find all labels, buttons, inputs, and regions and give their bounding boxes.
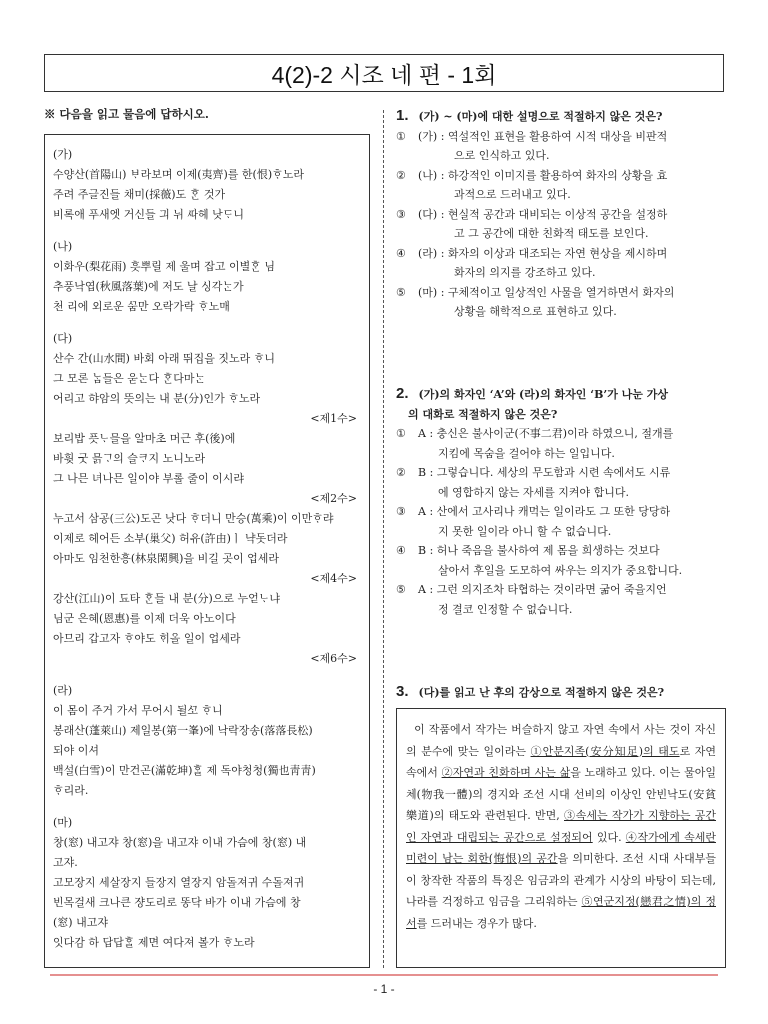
passage-line: 이화우(梨花雨) 흣뿌릴 제 울며 잡고 이별ᄒᆞᆫ 님 (53, 260, 275, 273)
passage-line: 이제로 헤어든 소부(巢父) 허유(許由)ㅣ 냑돗더라 (53, 532, 288, 545)
passage-line: 비록애 푸새엣 거신들 긔 뉘 ᄯᅡ헤 낫ᄃᆞ니 (53, 208, 244, 221)
question-text: (다)를 읽고 난 후의 감상으로 적절하지 않은 것은? (418, 686, 665, 699)
passage-line: 수양산(首陽山) ᄇᆞ라보며 이제(夷齊)를 한(恨)ᄒᆞ노라 (53, 168, 305, 181)
passage-line: 추풍낙엽(秋風落葉)에 저도 날 싱각ᄂᆞᆫ가 (53, 280, 244, 293)
option-3[interactable]: ③ (다) : 현실적 공간과 대비되는 이상적 공간을 설정하 고 그 공간에 대한 친화적 태도를 보인다. (396, 207, 668, 240)
passage-line: 님군 은혜(恩惠)를 이제 더욱 아노이다 (53, 612, 236, 625)
passage-line: 아므리 갑고자 ᄒᆞ야도 ᄒᆡ올 일이 업세라 (53, 632, 241, 645)
question-number: 2. (396, 385, 409, 402)
passage-line: 산수 간(山水間) 바회 아래 뛰집을 짓노라 ᄒᆞ니 (53, 352, 275, 365)
option-1[interactable]: ① A : 충신은 불사이군(不事二君)이라 하였으니, 절개를 지킴에 목숨을 걸어야 하는 일입니다. (396, 427, 674, 460)
underline-5[interactable]: ⑤연군지정(戀君之情)의 정서 (406, 895, 716, 930)
passage-line: 바휫 굿 믉ᄀᆞ의 슬ᄏᆞ지 노니노라 (53, 452, 206, 465)
passage-ra-label: (라) (53, 684, 73, 697)
option-4[interactable]: ④ B : 허나 죽음을 불사하여 제 몸을 희생하는 것보다 살아서 후일을 도모하여 싸우는 의지가 중요합니다. (396, 544, 683, 577)
passage-line: 백설(白雪)이 만건곤(滿乾坤)ᄒᆞᆯ 제 독야청청(獨也靑靑) (53, 764, 316, 777)
passage-line: 고모장지 세살장지 들장지 열장지 암돌져귀 수돌져귀 (53, 876, 305, 889)
question-number: 1. (396, 107, 409, 124)
option-5[interactable]: ⑤ (마) : 구체적이고 일상적인 사물을 열거하면서 화자의 상황을 해학적으로 표현하고 있다. (396, 285, 675, 318)
passage-line: 봉래산(蓬萊山) 제일봉(第一峯)에 낙락장송(落落長松) (53, 724, 313, 737)
page-title: 4(2)-2 시조 네 편 - 1회 (44, 54, 724, 92)
question-3 (396, 682, 732, 703)
passage-line: 이 몸이 주거 가서 무어시 될ᄭᅩ ᄒᆞ니 (53, 704, 223, 717)
stanza-tag: <제6수> (310, 652, 357, 665)
option-4[interactable]: ④ (라) : 화자의 이상과 대조되는 자연 현상을 제시하며 화자의 의지를 강조하고 있다. (396, 246, 668, 279)
passage-line: 천 리에 외로운 ᄭᅮᆷ만 오락가락 ᄒᆞ노매 (53, 300, 230, 313)
passage-line: 되야 이셔 (53, 744, 100, 757)
passage-ga-label: (가) (53, 148, 73, 161)
passage-line: 강산(江山)이 됴타 ᄒᆞᆫ들 내 분(分)으로 누얻ᄂᆞ냐 (53, 592, 281, 605)
question-text-cont: 의 대화로 적절하지 않은 것은? (408, 407, 558, 421)
passage-line: 어리고 햐암의 뜻의는 내 분(分)인가 ᄒᆞ노라 (53, 392, 261, 405)
option-1[interactable]: ① (가) : 역설적인 표현을 활용하여 시적 대상을 비판적 으로 인식하고 있다. (396, 129, 668, 162)
question-2 (396, 384, 732, 619)
passage-da-label: (다) (53, 332, 73, 345)
passage-na-label: (나) (53, 240, 73, 253)
underline-3[interactable]: ③속세는 작가가 지향하는 공간인 자연과 대립되는 공간으로 설정되어 (406, 809, 716, 844)
passage-line: 아마도 임천한흥(林泉閑興)을 비길 곳이 업세라 (53, 552, 279, 565)
stanza-tag: <제2수> (310, 492, 357, 505)
passage-line: (窓) 내고쟈 (53, 916, 108, 929)
stanza-tag: <제4수> (310, 572, 357, 585)
passage-line: 보리밥 픗ᄂᆞ믈을 알마초 머근 후(後)에 (53, 432, 236, 445)
underline-1[interactable]: ①안분지족(安分知足)의 태도 (530, 744, 680, 758)
page-number: - 1 - (373, 982, 395, 996)
question-text: (가)의 화자인 ‘A’와 (라)의 화자인 ‘B’가 나눈 가상 (418, 388, 669, 401)
passage-line: 창(窓) 내고쟈 창(窓)을 내고쟈 이내 가슴에 창(窓) 내 (53, 836, 307, 849)
stanza-tag: <제1수> (310, 412, 357, 425)
option-2[interactable]: ② B : 그렇습니다. 세상의 무도함과 시련 속에서도 시류 에 영합하지 않는 자세를 지켜야 합니다. (396, 466, 671, 499)
passage-line: 그 나믄 녀나믄 일이야 부롤 줄이 이시랴 (53, 472, 244, 485)
question-1 (396, 106, 732, 322)
question-3-passage: 이 작품에서 작가는 버슬하지 않고 자연 속에서 사는 것이 자신의 분수에 맞는 일이라는 ①안분지족(安分知足)의 태도로 자연 속에서 ②자연과 친화하며 사는 삶을 노래하고 있다. 이는 물아일체(物我一體)의 경지와 조선 시대 선비의 이상인 안빈낙도(安貧樂道)의 태도와 관련된다. 반면, ③속세는 작가가 지향하는 공간인 자연과 대립되는 공간으로 설정되어 있다. ④작가에게 속세란 미련이 남는 회한(悔恨)의 공간을 의미한다. 조선 시대 사대부들이 창작한 작품의 특징은 임금과의 관계가 시상의 바탕이 되는데, 나라를 걱정하고 임금을 그리워하는 ⑤연군지정(戀君之情)의 정서를 드러내는 경우가 많다. (396, 708, 726, 968)
passage-line: 빈목걸새 크나큰 쟝도리로 똥닥 바가 이내 가슴에 창 (53, 896, 301, 909)
question-text: (가) ~ (마)에 대한 설명으로 적절하지 않은 것은? (418, 110, 663, 123)
passage-line: 그 모론 ᄂᆞᆷ들은 욷ᄂᆞᆫ다 ᄒᆞᆫ다마ᄂᆞᆫ (53, 372, 206, 385)
underline-2[interactable]: ②자연과 친화하며 사는 삶 (441, 766, 571, 779)
option-5[interactable]: ⑤ A : 그런 의지조차 타협하는 것이라면 굶어 죽을지언 정 결코 인정할 수 없습니다. (396, 583, 667, 616)
option-3[interactable]: ③ A : 산에서 고사리나 캐먹는 일이라도 그 또한 당당하 지 못한 일이라 아니 할 수 없습니다. (396, 505, 671, 538)
question-number: 3. (396, 683, 409, 700)
column-divider (383, 110, 384, 968)
underline-4[interactable]: ④작가에게 속세란 미련이 남는 회한(悔恨)의 공간 (406, 830, 716, 865)
option-2[interactable]: ② (나) : 하강적인 이미지를 활용하여 화자의 상황을 효 과적으로 드러내고 있다. (396, 168, 668, 201)
footer-line (50, 974, 718, 976)
passage-ma-label: (마) (53, 816, 73, 829)
passage-line: ᄒᆞ리라. (53, 784, 89, 797)
passage-box (44, 134, 370, 968)
passage-line: 잇다감 하 답답ᄒᆞᆯ 제면 여다져 볼가 ᄒᆞ노라 (53, 936, 255, 949)
passage-line: 주려 주글진들 채미(採薇)도 ᄒᆞᆫ 것가 (53, 188, 226, 201)
passage-line: 누고서 삼공(三公)도곤 낫다 ᄒᆞ더니 만승(萬乘)이 이만ᄒᆞ랴 (53, 512, 334, 525)
passage-line: 고쟈. (53, 856, 78, 869)
instruction: ※ 다음을 읽고 물음에 답하시오. (44, 107, 209, 121)
